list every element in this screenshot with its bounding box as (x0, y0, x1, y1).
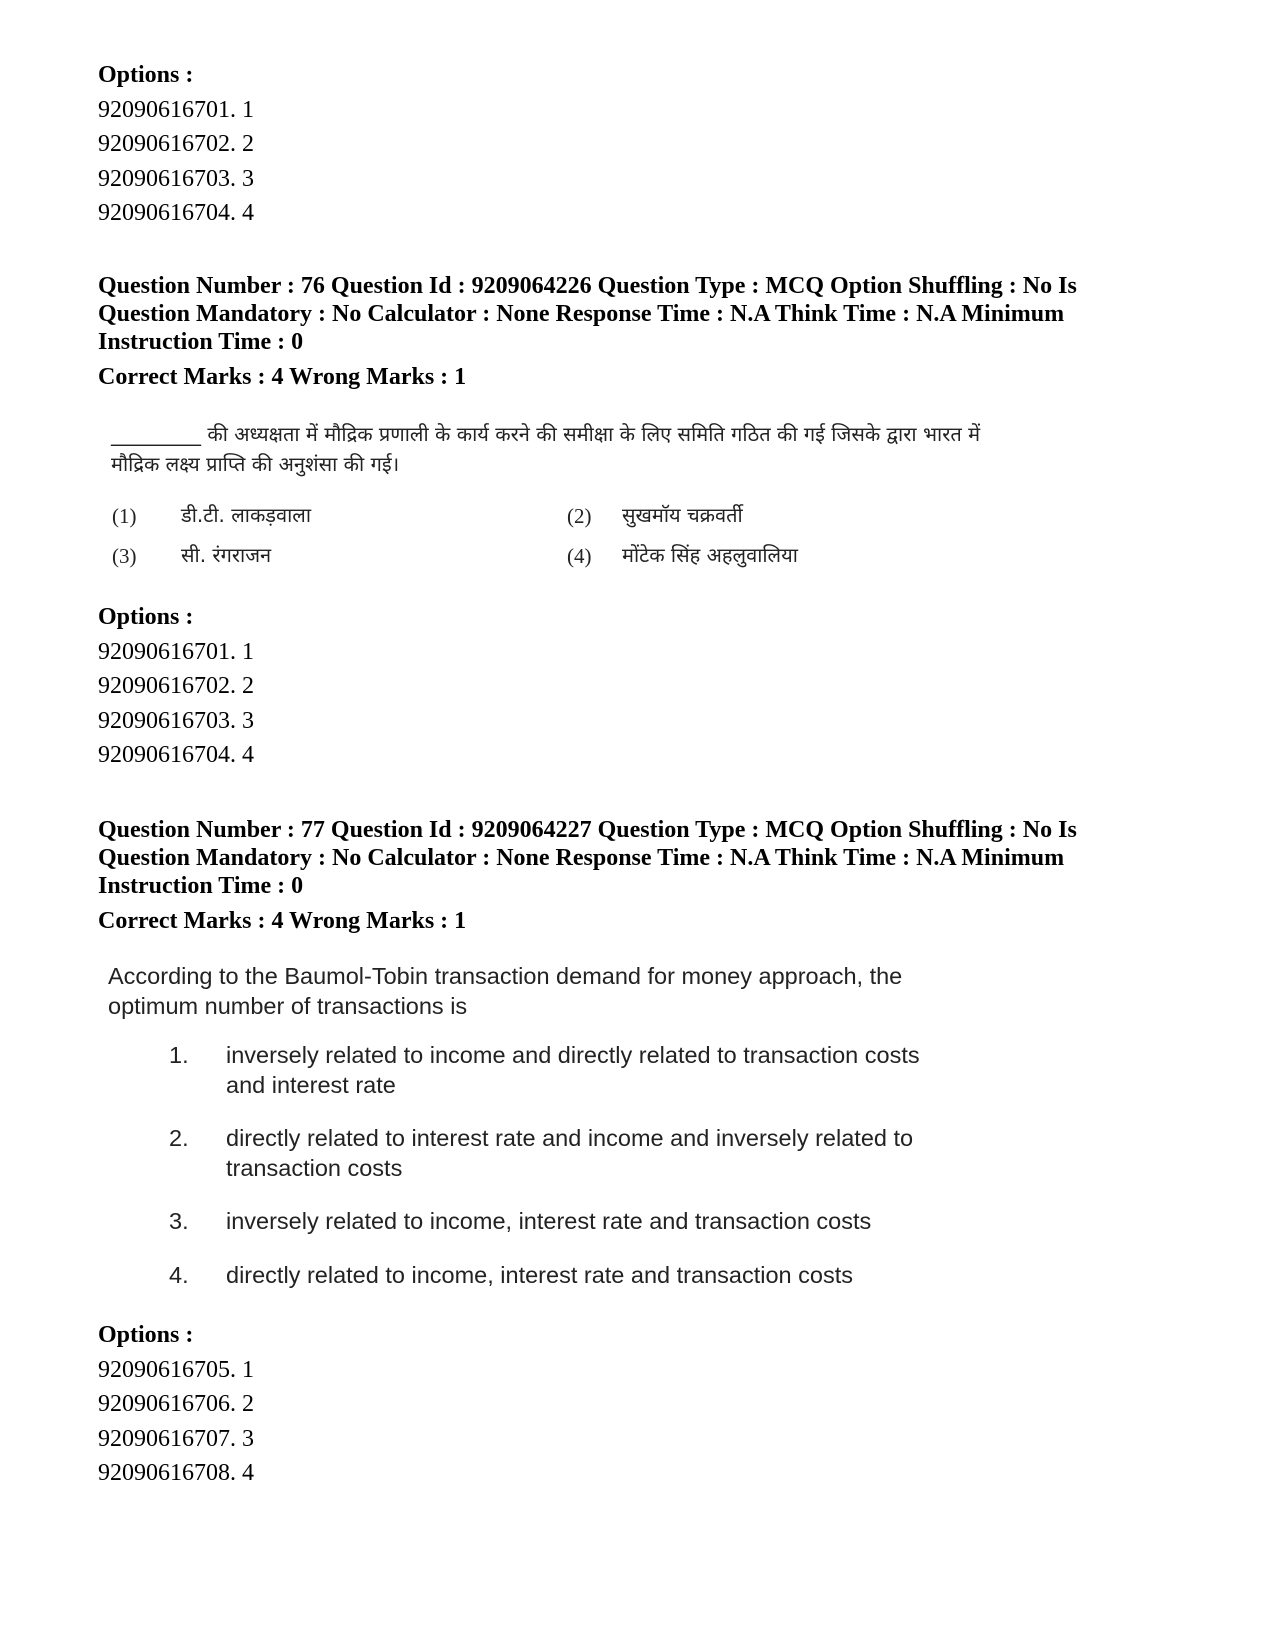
option-item: 92090616704. 4 (98, 742, 254, 768)
choice-number: (4) (567, 544, 592, 568)
option-item: 92090616705. 1 (98, 1356, 254, 1383)
options-label: Options : (98, 62, 194, 88)
question-meta-line: Question Number : 76 Question Id : 9209064226 Question Type : MCQ Option Shuffling : No Is (98, 273, 1077, 299)
options-label: Options : (98, 1322, 194, 1348)
question-meta-line: Question Mandatory : No Calculator : None Response Time : N.A Think Time : N.A Minimum (98, 845, 1065, 871)
option-item: 92090616701. 1 (98, 638, 254, 665)
option-item: 92090616701. 1 (98, 96, 254, 123)
choice-number: 1. (169, 1042, 189, 1068)
question-76-header (98, 272, 1188, 391)
option-item: 92090616706. 2 (98, 1391, 254, 1417)
question-marks: Correct Marks : 4 Wrong Marks : 1 (98, 908, 467, 934)
choice-number: 4. (169, 1262, 189, 1288)
option-item: 92090616703. 3 (98, 165, 254, 192)
options-block-prev (98, 58, 254, 231)
option-item: 92090616704. 4 (98, 200, 254, 226)
choice-number: 2. (169, 1125, 189, 1151)
choice-text: डी.टी. लाकड़वाला (181, 503, 312, 527)
option-item: 92090616708. 4 (98, 1460, 254, 1486)
choice-text: inversely related to income and directly related to transaction costs (226, 1042, 920, 1068)
question-meta-line: Question Number : 77 Question Id : 9209064227 Question Type : MCQ Option Shuffling : No Is (98, 817, 1077, 843)
question-77-stem-line1: According to the Baumol-Tobin transaction demand for money approach, the (108, 963, 903, 989)
option-item: 92090616702. 2 (98, 673, 254, 699)
option-item: 92090616707. 3 (98, 1425, 254, 1452)
choice-text: मोंटेक सिंह अहलुवालिया (622, 543, 798, 567)
choice-text: transaction costs (226, 1155, 403, 1181)
question-marks: Correct Marks : 4 Wrong Marks : 1 (98, 364, 467, 390)
option-item: 92090616703. 3 (98, 707, 254, 734)
choice-number: (3) (112, 544, 137, 568)
choice-text: and interest rate (226, 1072, 396, 1098)
choice-number: (2) (567, 504, 592, 528)
choice-text: directly related to income, interest rate and transaction costs (226, 1262, 853, 1288)
question-meta-line: Instruction Time : 0 (98, 329, 304, 355)
choice-text: सी. रंगराजन (181, 543, 272, 567)
question-76-stem-line2: मौद्रिक लक्ष्य प्राप्ति की अनुशंसा की गई। (111, 452, 400, 476)
options-block-q77 (98, 1318, 254, 1491)
choice-number: 3. (169, 1208, 189, 1234)
question-77-stem-line2: optimum number of transactions is (108, 993, 468, 1019)
option-item: 92090616702. 2 (98, 131, 254, 157)
question-77-header (98, 816, 1188, 935)
options-block-q76 (98, 600, 254, 773)
choice-number: (1) (112, 504, 137, 528)
choice-text: inversely related to income, interest rate and transaction costs (226, 1208, 872, 1234)
question-meta-line: Instruction Time : 0 (98, 873, 304, 899)
question-76-stem-line1: _________ की अध्यक्षता में मौद्रिक प्रणाली के कार्य करने की समीक्षा के लिए समिति गठित की गई जिसके द्वारा भारत में (111, 422, 981, 446)
choice-text: directly related to interest rate and income and inversely related to (226, 1125, 914, 1151)
options-label: Options : (98, 604, 194, 630)
choice-text: सुखमॉय चक्रवर्ती (622, 503, 743, 527)
question-meta-line: Question Mandatory : No Calculator : None Response Time : N.A Think Time : N.A Minimum (98, 301, 1065, 327)
